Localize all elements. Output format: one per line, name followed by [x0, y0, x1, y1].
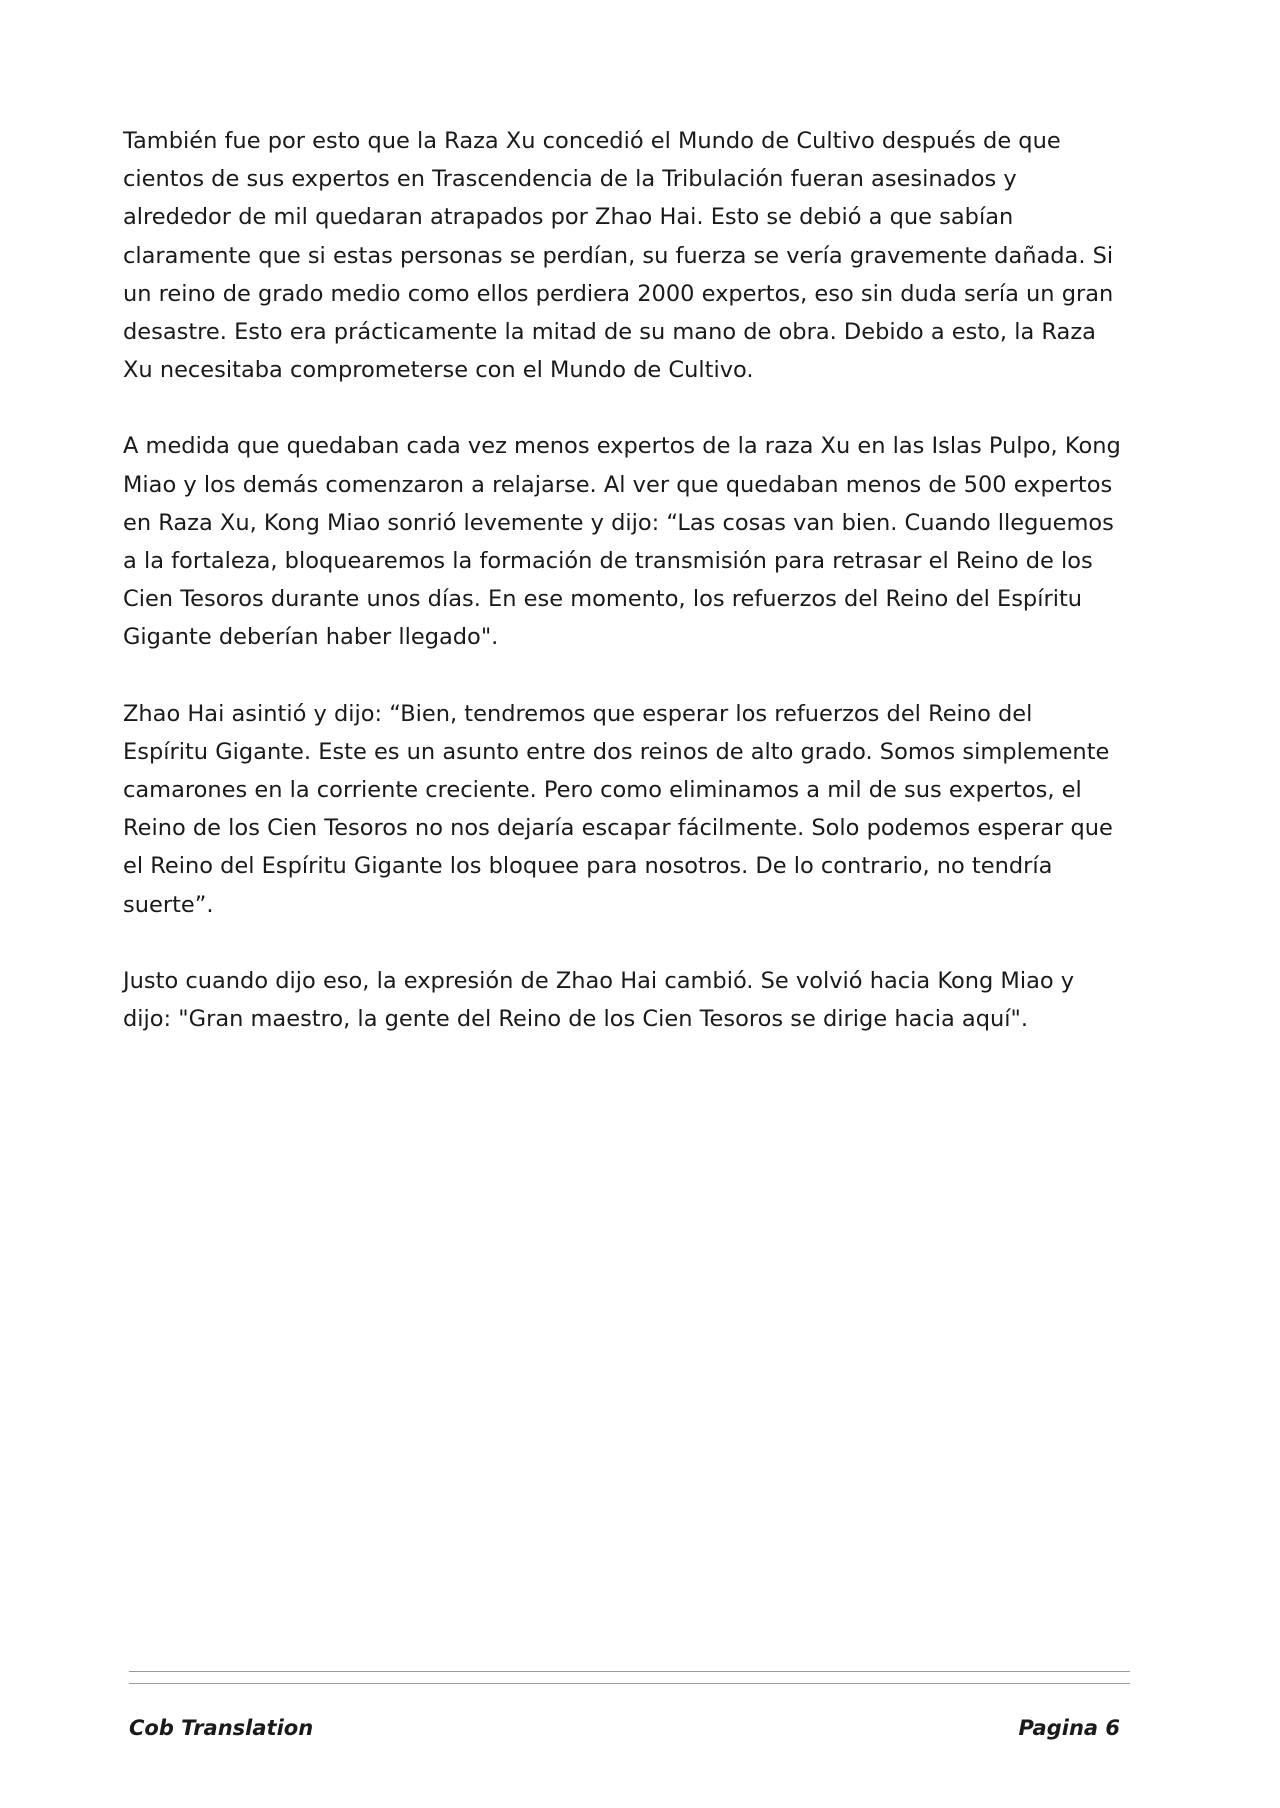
footer-page-number: Pagina 6	[1018, 1716, 1120, 1740]
footer-divider-top	[129, 1671, 1130, 1672]
paragraph-1: También fue por esto que la Raza Xu concedió el Mundo de Cultivo después de que cientos de sus expertos en Trascendencia de la Tribulación fueran asesinados y alrededor de mil quedaran atrapados por Zhao Hai. Esto se debió a que sabían claramente que si estas personas se perdían, su fuerza se vería gravemente dañada. Si un reino de grado medio como ellos perdiera 2000 expertos, eso sin duda sería un gran desastre. Esto era prácticamente la mitad de su mano de obra. Debido a esto, la Raza Xu necesitaba comprometerse con el Mundo de Cultivo.	[123, 128, 1114, 384]
body-text	[123, 122, 1123, 1076]
paragraph-3: Zhao Hai asintió y dijo: “Bien, tendremos que esperar los refuerzos del Reino del Espíritu Gigante. Este es un asunto entre dos reinos de alto grado. Somos simplemente camarones en la corriente creciente. Pero como eliminamos a mil de sus expertos, el Reino de los Cien Tesoros no nos dejaría escapar fácilmente. Solo podemos esperar que el Reino del Espíritu Gigante los bloquee para nosotros. De lo contrario, no tendría suerte”.	[123, 700, 1113, 918]
paragraph-4: Justo cuando dijo eso, la expresión de Zhao Hai cambió. Se volvió hacia Kong Miao y dijo: "Gran maestro, la gente del Reino de los Cien Tesoros se dirige hacia aquí".	[123, 967, 1075, 1033]
footer-translator-credit: Cob Translation	[129, 1716, 314, 1740]
footer-divider-bottom	[129, 1683, 1130, 1684]
paragraph-2: A medida que quedaban cada vez menos expertos de la raza Xu en las Islas Pulpo, Kong Miao y los demás comenzaron a relajarse. Al ver que quedaban menos de 500 expertos en Raza Xu, Kong Miao sonrió levemente y dijo: “Las cosas van bien. Cuando lleguemos a la fortaleza, bloquearemos la formación de transmisión para retrasar el Reino de los Cien Tesoros durante unos días. En ese momento, los refuerzos del Reino del Espíritu Gigante deberían haber llegado".	[123, 433, 1121, 651]
